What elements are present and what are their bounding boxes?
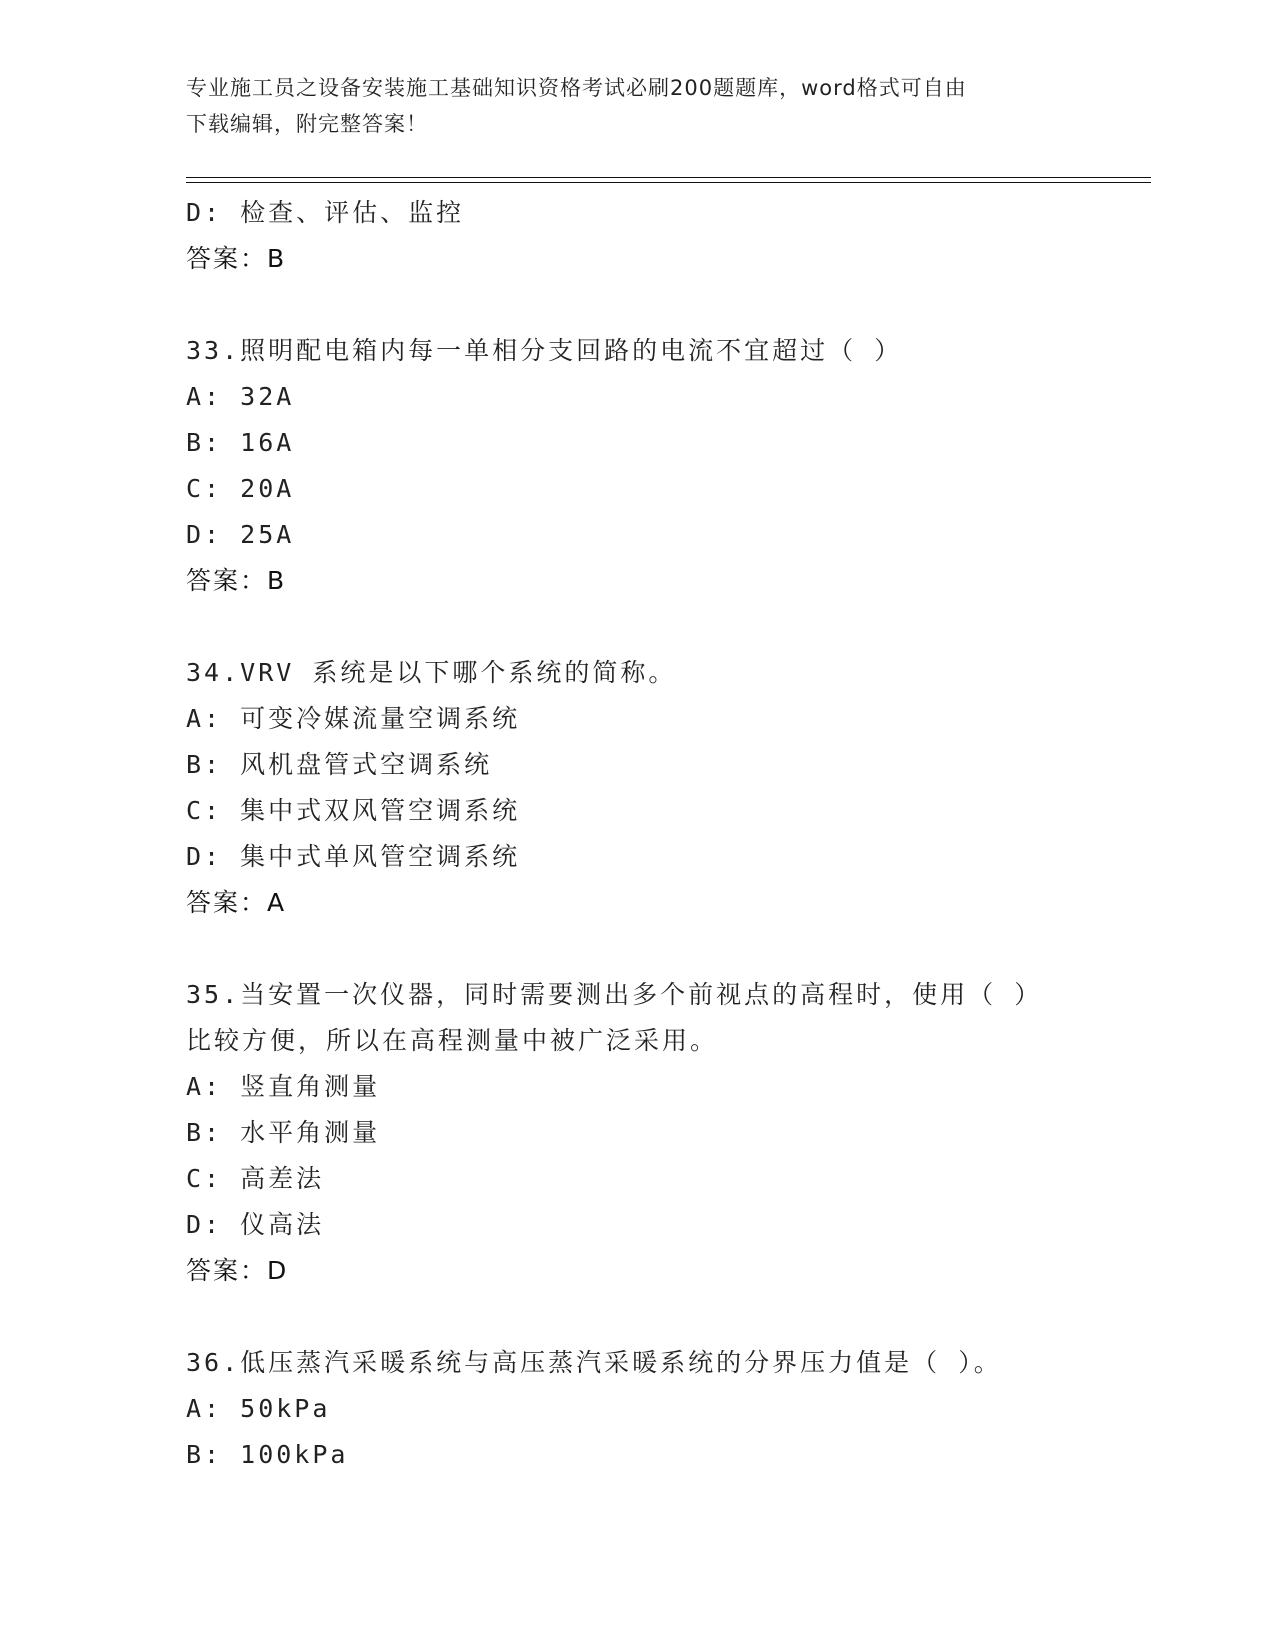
prev-option-d: D: 检查、评估、监控 <box>186 198 465 227</box>
question-33 <box>186 328 1116 604</box>
prev-answer: 答案：B <box>186 244 287 273</box>
question-33-option-d: D: 25A <box>186 520 295 549</box>
question-35-option-a: A: 竖直角测量 <box>186 1072 381 1101</box>
question-33-option-c: C: 20A <box>186 474 295 503</box>
header-divider-bottom <box>186 182 1151 183</box>
question-36-option-a: A: 50kPa <box>186 1394 331 1423</box>
header-line-2: 下载编辑，附完整答案！ <box>186 112 428 136</box>
question-33-option-b: B: 16A <box>186 428 295 457</box>
question-33-answer: 答案：B <box>186 566 287 595</box>
question-35-stem-line-1: 35.当安置一次仪器，同时需要测出多个前视点的高程时，使用（ ） <box>186 980 1043 1009</box>
document-header <box>186 70 1066 142</box>
question-35-option-c: C: 高差法 <box>186 1164 325 1193</box>
question-35 <box>186 972 1116 1294</box>
question-34-answer: 答案：A <box>186 888 287 917</box>
header-divider-top <box>186 177 1151 178</box>
spacer <box>186 282 1116 328</box>
question-34 <box>186 650 1116 926</box>
question-35-answer: 答案：D <box>186 1256 289 1285</box>
question-34-stem: 34.VRV 系统是以下哪个系统的简称。 <box>186 658 677 687</box>
spacer <box>186 604 1116 650</box>
question-35-option-b: B: 水平角测量 <box>186 1118 381 1147</box>
question-36-stem: 36.低压蒸汽采暖系统与高压蒸汽采暖系统的分界压力值是（ ）。 <box>186 1348 1002 1377</box>
spacer <box>186 926 1116 972</box>
question-34-option-b: B: 风机盘管式空调系统 <box>186 750 493 779</box>
question-list <box>186 190 1116 1478</box>
header-line-1: 专业施工员之设备安装施工基础知识资格考试必刷200题题库，word格式可自由 <box>186 76 967 100</box>
question-33-stem: 33.照明配电箱内每一单相分支回路的电流不宜超过（ ） <box>186 336 903 365</box>
question-36 <box>186 1340 1116 1478</box>
spacer <box>186 1294 1116 1340</box>
question-34-option-a: A: 可变冷媒流量空调系统 <box>186 704 521 733</box>
question-36-option-b: B: 100kPa <box>186 1440 349 1469</box>
question-34-option-c: C: 集中式双风管空调系统 <box>186 796 521 825</box>
question-35-stem-line-2: 比较方便，所以在高程测量中被广泛采用。 <box>186 1026 719 1055</box>
question-33-option-a: A: 32A <box>186 382 295 411</box>
question-34-option-d: D: 集中式单风管空调系统 <box>186 842 521 871</box>
question-35-option-d: D: 仪高法 <box>186 1210 325 1239</box>
